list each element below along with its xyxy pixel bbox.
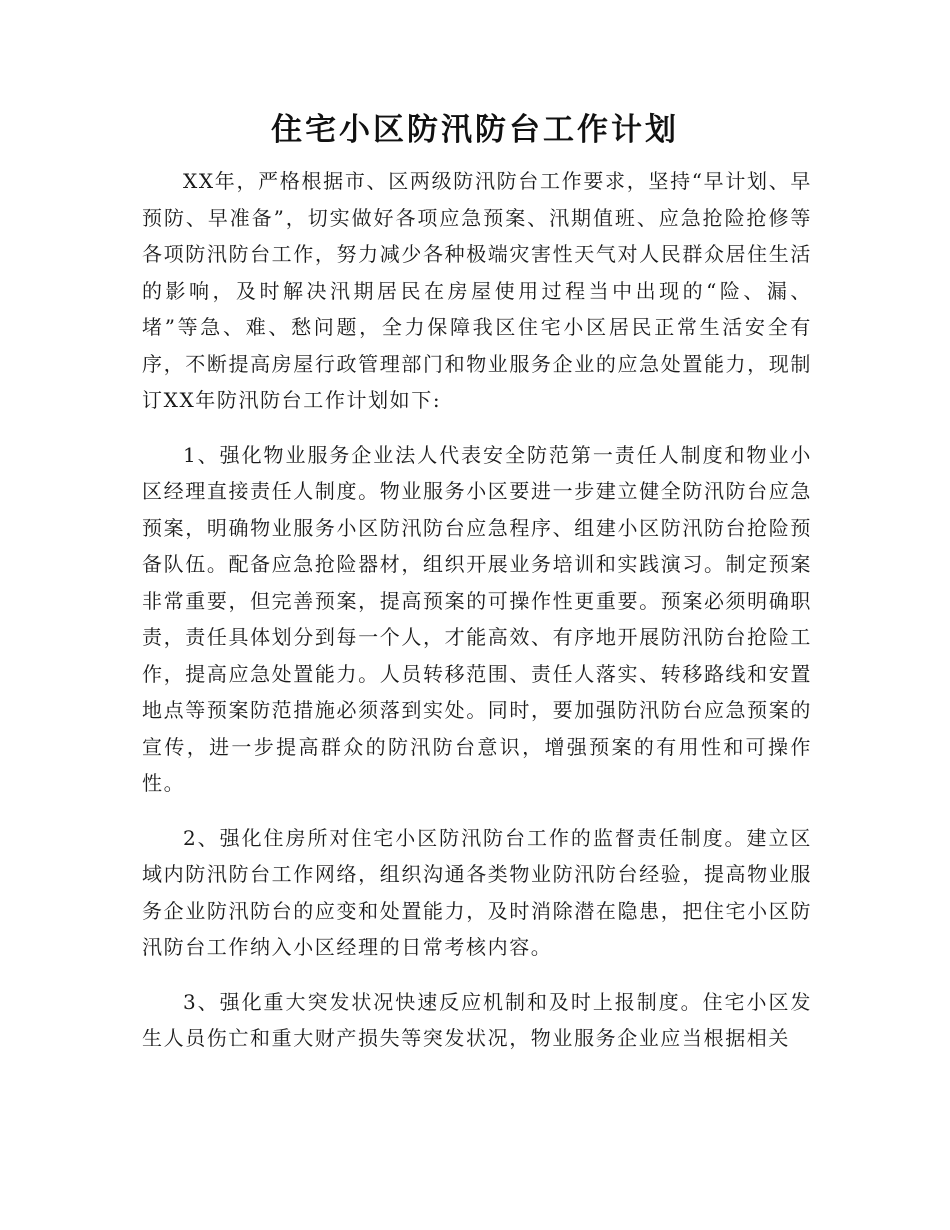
paragraph-item-1: 1、强化物业服务企业法人代表安全防范第一责任人制度和物业小区经理直接责任人制度。物业服务小区要进一步建立健全防汛防台应急预案，明确物业服务小区防汛防台应急程序、组建小区防汛防台抢险预备队伍。配备应急抢险器材，组织开展业务培训和实践演习。制定预案非常重要，但完善预案，提高预案的可操作性更重要。预案必须明确职责，责任具体划分到每一个人，才能高效、有序地开展防汛防台抢险工作，提高应急处置能力。人员转移范围、责任人落实、转移路线和安置地点等预案防范措施必须落到实处。同时，要加强防汛防台应急预案的宣传，进一步提高群众的防汛防台意识，增强预案的有用性和可操作性。	[142, 442, 812, 795]
page-title: 住宅小区防汛防台工作计划	[271, 112, 679, 148]
paragraph-item-2: 2、强化住房所对住宅小区防汛防台工作的监督责任制度。建立区域内防汛防台工作网络，组织沟通各类物业防汛防台经验，提高物业服务企业防汛防台的应变和处置能力，及时消除潜在隐患，把住宅小区防汛防台工作纳入小区经理的日常考核内容。	[142, 825, 812, 959]
document-body	[142, 163, 812, 1057]
paragraph-item-3: 3、强化重大突发状况快速反应机制和及时上报制度。住宅小区发生人员伤亡和重大财产损失等突发状况，物业服务企业应当根据相关	[142, 989, 812, 1050]
paragraph-intro: XX年，严格根据市、区两级防汛防台工作要求，坚持“早计划、早预防、早准备”，切实做好各项应急预案、汛期值班、应急抢险抢修等各项防汛防台工作，努力减少各种极端灾害性天气对人民群众居住生活的影响，及时解决汛期居民在房屋使用过程当中出现的“险、漏、堵”等急、难、愁问题，全力保障我区住宅小区居民正常生活安全有序，不断提高房屋行政管理部门和物业服务企业的应急处置能力，现制订XX年防汛防台工作计划如下:	[142, 169, 812, 412]
